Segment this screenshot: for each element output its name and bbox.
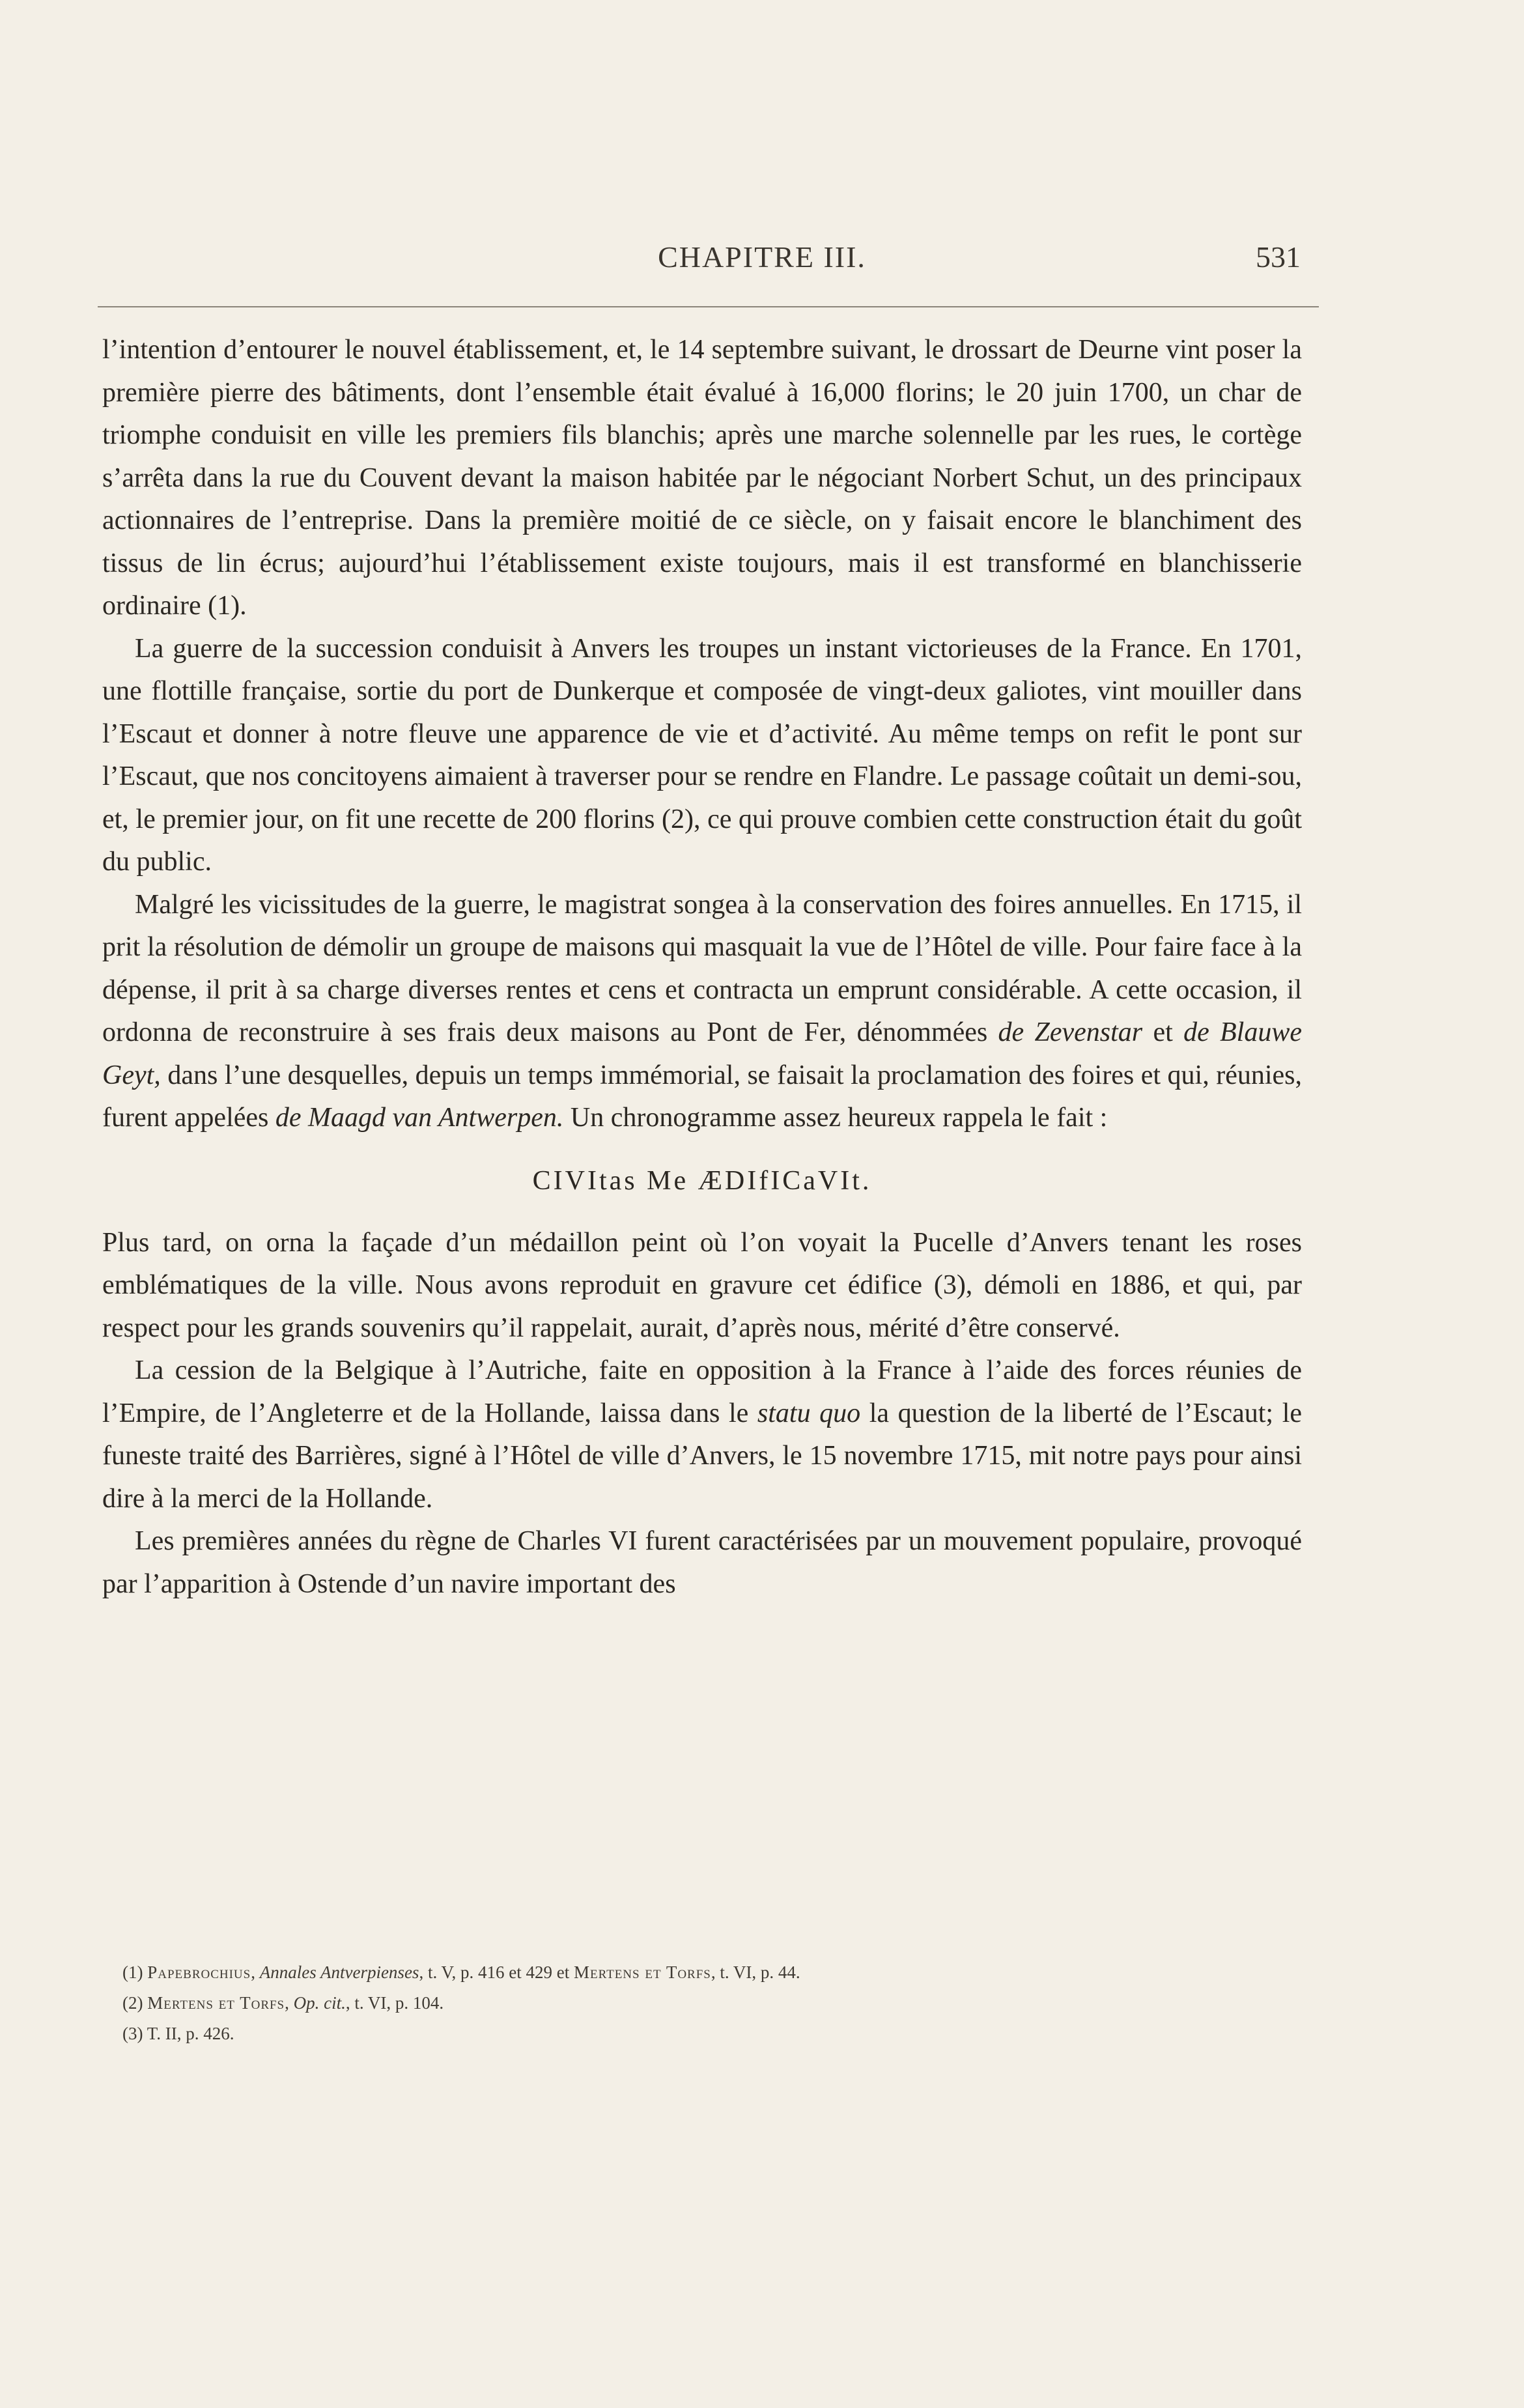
paragraph-text: La cession de la Belgique à l’Autriche, faite en opposition à la France à l’aide des forces réunies de l’Empire, de l’Angleterre et de la Hollande, laissa dans le <box>102 1355 1302 1428</box>
paragraph: Plus tard, on orna la façade d’un médaillon peint où l’on voyait la Pucelle d’Anvers tenant les roses emblématiques de la ville. Nous avons reproduit en gravure cet édifice (3), démoli en 1886, et qui, par respect pour les grands souvenirs qu’il rappelait, aurait, d’après nous, mérité d’être conservé. <box>102 1227 1302 1343</box>
paragraph-text: dans l’une desquelles, depuis un temps immémorial, se faisait la proclamation des foires et qui, réunies, furent appelées <box>102 1060 1303 1133</box>
italic-name: de Zevenstar <box>998 1017 1143 1047</box>
italic-phrase: statu quo <box>757 1398 861 1428</box>
italic-name: de Blauwe Geyt, <box>102 1017 1302 1090</box>
footnote-text: , t. VI, p. 44. <box>711 1962 800 1982</box>
paragraph-text: la question de la liberté de l’Escaut; le funeste traité des Barrières, signé à l’Hôtel de ville d’Anvers, le 15 novembre 1715, mit notre pays pour ainsi dire à la merci de la Hollande. <box>102 1398 1303 1514</box>
paragraph: Les premières années du règne de Charles VI furent caractérisées par un mouvement populaire, provoqué par l’apparition à Ostende d’un navire important des <box>102 1526 1302 1599</box>
italic-name: de Maagd van Antwerpen. <box>275 1103 564 1133</box>
footnote-title: Annales Antverpienses <box>259 1962 419 1982</box>
footnote <box>122 1988 1295 2018</box>
paragraph-text: Malgré les vicissitudes de la guerre, le magistrat songea à la conservation des foires annuelles. En 1715, il prit la résolution de démolir un groupe de maisons qui masquait la vue de l’Hôtel de ville. Pour faire face à la dépense, il prit à sa charge diverses rentes et cens et contracta un emprunt considérable. A cette occasion, il ordonna de reconstruire à ses frais deux maisons au Pont de Fer, dénommées <box>102 889 1302 1047</box>
footnote-author: Mertens et Torfs <box>147 1993 285 2013</box>
footnote-text: , <box>251 1962 260 1982</box>
footnote-text: (3) T. II, p. 426. <box>122 2024 234 2043</box>
paragraph: La guerre de la succession conduisit à Anvers les troupes un instant victorieuses de la France. En 1701, une flottille française, sortie du port de Dunkerque et composée de vingt-deux galiotes, vint mouiller dans l’Escaut et donner à notre fleuve une apparence de vie et d’activité. Au même temps on refit le pont sur l’Escaut, que nos concitoyens aimaient à traverser pour se rendre en Flandre. Le passage coûtait un demi-sou, et, le premier jour, on fit une recette de 200 florins (2), ce qui prouve combien cette construction était du goût du public. <box>102 633 1302 877</box>
header-rule <box>98 306 1319 307</box>
footnote-author: Papebrochius <box>147 1962 251 1982</box>
paragraph-text: et <box>1153 1017 1173 1047</box>
chapter-title: CHAPITRE III. <box>658 240 866 274</box>
paragraph-text: Un chronogramme assez heureux rappela le fait : <box>570 1103 1108 1133</box>
running-head <box>0 240 1524 279</box>
footnote-marker: (1) <box>122 1962 148 1982</box>
footnote <box>122 2018 1295 2049</box>
footnote <box>122 1957 1295 1988</box>
footnote-text: , t. V, p. 416 et 429 et <box>419 1962 574 1982</box>
footnote-text: , <box>285 1993 294 2013</box>
body-text <box>102 329 1302 1606</box>
chronogram: CIVItas Me ÆDIfICaVIt. <box>532 1165 872 1196</box>
footnote-author: Mertens et Torfs <box>573 1962 711 1982</box>
footnotes <box>122 1957 1295 2049</box>
footnote-marker: (2) <box>122 1993 148 2013</box>
footnote-text: , t. VI, p. 104. <box>345 1993 444 2013</box>
paragraph: l’intention d’entourer le nouvel établissement, et, le 14 septembre suivant, le drossart de Deurne vint poser la première pierre des bâtiments, dont l’ensemble était évalué à 16,000 florins; le 20 juin 1700, un char de triomphe conduisit en ville les premiers fils blanchis; après une marche solennelle par les rues, le cortège s’arrêta dans la rue du Couvent devant la maison habitée par le négociant Norbert Schut, un des principaux actionnaires de l’entreprise. Dans la première moitié de ce siècle, on y faisait encore le blanchiment des tissus de lin écrus; aujourd’hui l’établissement existe toujours, mais il est transformé en blanchisserie ordinaire (1). <box>102 335 1302 621</box>
page-number: 531 <box>1256 240 1301 274</box>
footnote-title: Op. cit. <box>293 1993 346 2013</box>
paragraph <box>102 884 1302 1140</box>
paragraph <box>102 1350 1302 1520</box>
